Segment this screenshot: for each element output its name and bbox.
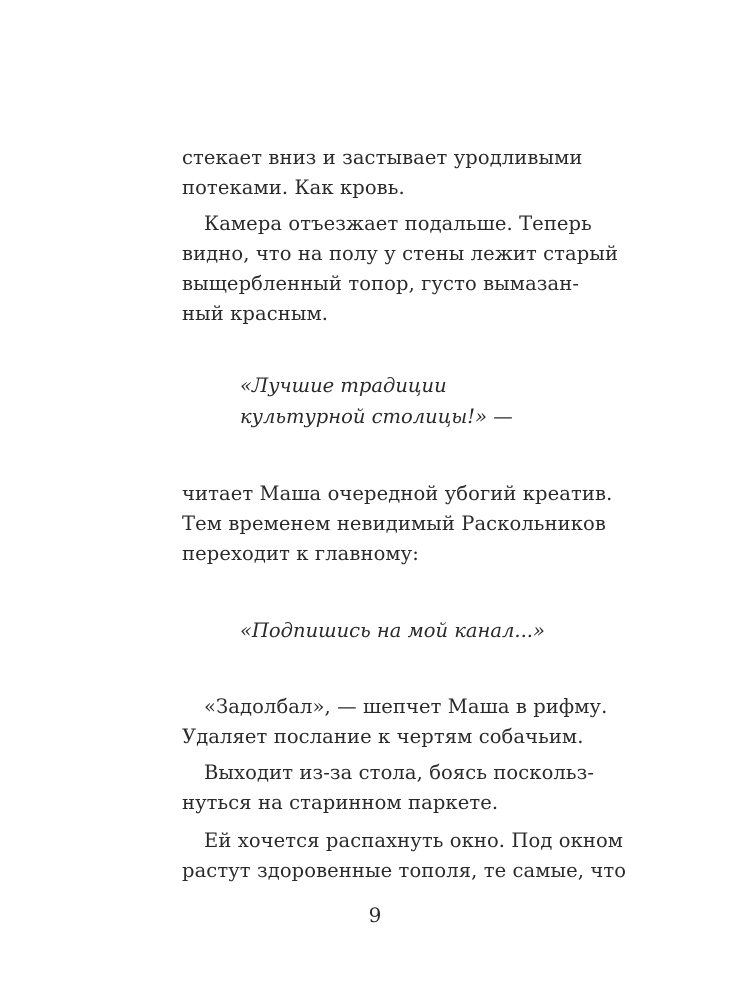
paragraph-line: ный красным. bbox=[182, 302, 329, 325]
verse-line: культурной столицы!» — bbox=[240, 405, 513, 428]
paragraph-line: выщербленный топор, густо вымазан- bbox=[182, 272, 580, 295]
paragraph-line: видно, что на полу у стены лежит старый bbox=[182, 242, 619, 265]
paragraph-line: стекает вниз и застывает уродливыми bbox=[182, 146, 583, 169]
verse-line: «Подпишись на мой канал...» bbox=[240, 619, 545, 642]
paragraph-line: Ей хочется распахнуть окно. Под окном bbox=[204, 829, 624, 852]
paragraph-line: читает Маша очередной убогий креатив. bbox=[182, 482, 613, 505]
paragraph-line: нуться на старинном паркете. bbox=[182, 791, 499, 814]
paragraph-line: Тем временем невидимый Раскольников bbox=[182, 512, 606, 535]
paragraph-line: Выходит из-за стола, боясь поскольз- bbox=[204, 761, 595, 784]
paragraph-line: Удаляет послание к чертям собачьим. bbox=[182, 725, 584, 748]
page-number: 9 bbox=[368, 903, 382, 927]
verse-line: «Лучшие традиции bbox=[240, 374, 447, 397]
paragraph-line: растут здоровенные тополя, те самые, что bbox=[182, 859, 627, 882]
paragraph-line: потеками. Как кровь. bbox=[182, 176, 405, 199]
paragraph-line: переходит к главному: bbox=[182, 542, 419, 565]
paragraph-line: Камера отъезжает подальше. Теперь bbox=[204, 212, 592, 235]
paragraph-line: «Задолбал», — шепчет Маша в рифму. bbox=[204, 695, 608, 718]
